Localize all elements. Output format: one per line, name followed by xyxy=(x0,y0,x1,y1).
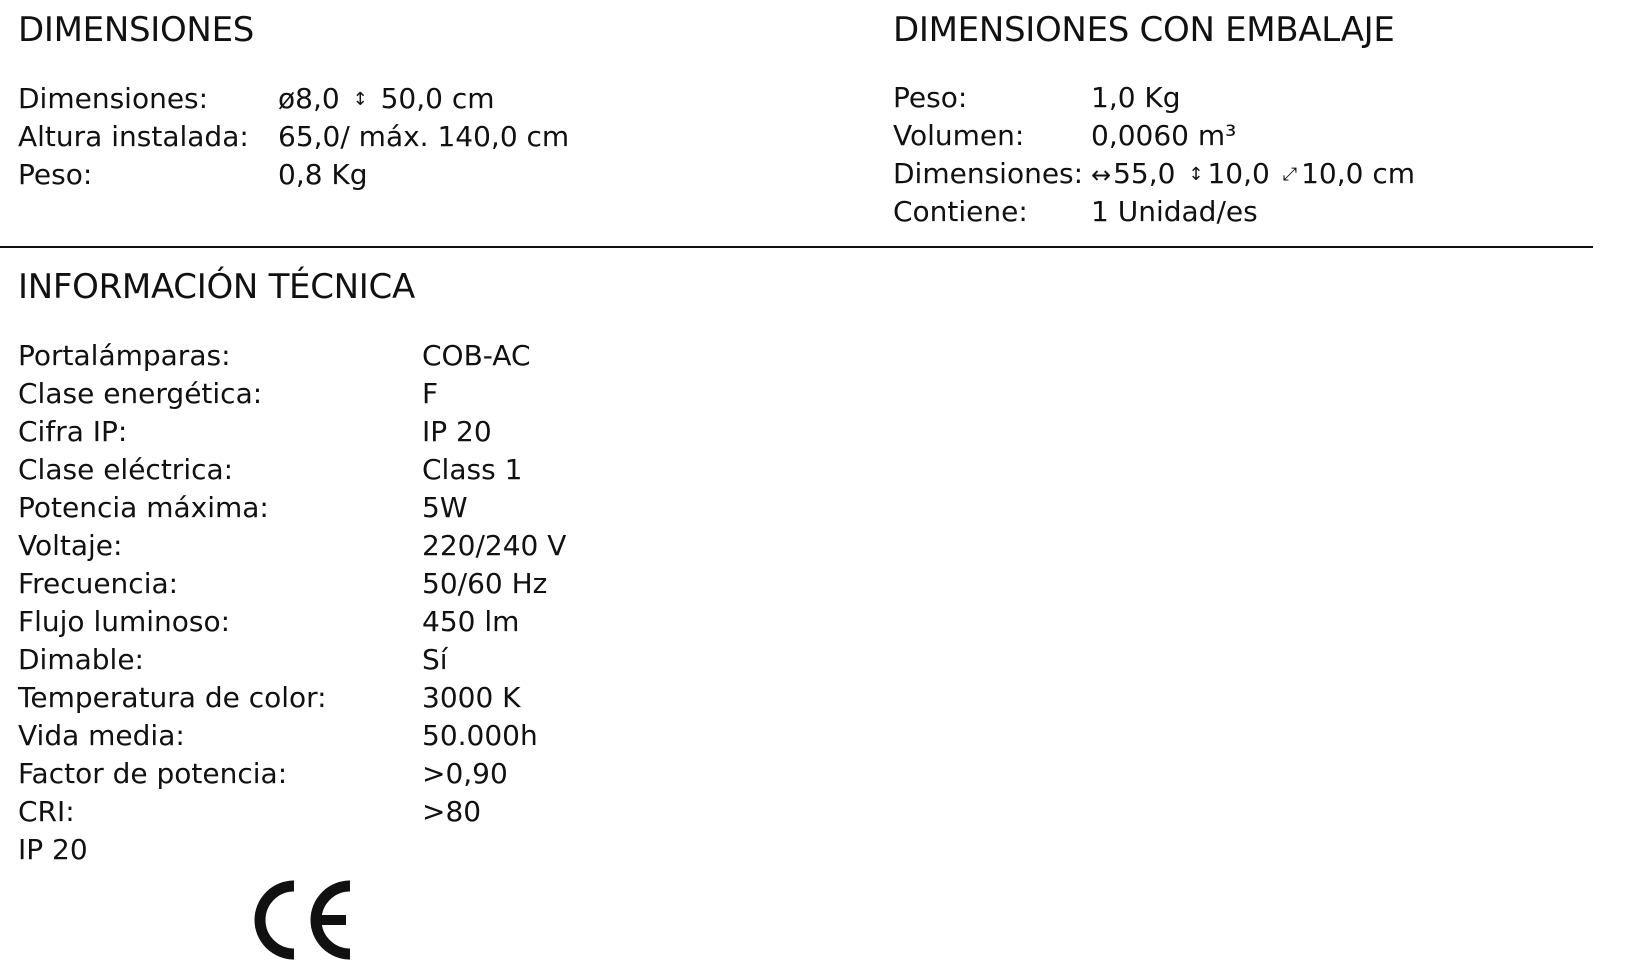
row-label: Contiene: xyxy=(893,195,1028,228)
row-label: Peso: xyxy=(18,158,93,191)
depth-value: 10,0 cm xyxy=(1301,157,1416,190)
row-label: Factor de potencia: xyxy=(18,757,288,790)
dimensions-row xyxy=(18,156,818,194)
row-value: >0,90 xyxy=(422,757,508,790)
dimensions-row xyxy=(18,80,818,118)
technical-row xyxy=(18,755,918,793)
technical-row xyxy=(18,603,918,641)
technical-row xyxy=(18,337,918,375)
row-value: 0,8 Kg xyxy=(278,158,368,191)
row-label: Potencia máxima: xyxy=(18,491,269,524)
packaging-row xyxy=(893,193,1593,231)
row-value: 1 Unidad/es xyxy=(1091,195,1258,228)
technical-row xyxy=(18,793,918,831)
row-value: F xyxy=(422,377,439,410)
technical-row xyxy=(18,717,918,755)
dimensions-title: DIMENSIONES xyxy=(18,10,255,50)
row-value: >80 xyxy=(422,795,482,828)
depth-arrow-icon: ⤢ xyxy=(1282,164,1298,185)
row-label: Vida media: xyxy=(18,719,185,752)
row-value: 50/60 Hz xyxy=(422,567,548,600)
technical-row xyxy=(18,527,918,565)
diameter-value: ø8,0 xyxy=(278,82,340,115)
row-label: Dimable: xyxy=(18,643,144,676)
technical-row xyxy=(18,679,918,717)
width-value: 55,0 xyxy=(1113,157,1176,190)
row-value xyxy=(1091,155,1415,194)
row-value: 50.000h xyxy=(422,719,538,752)
row-value: IP 20 xyxy=(422,415,492,448)
packaging-row xyxy=(893,155,1593,193)
dimensions-row xyxy=(18,118,818,156)
row-label: Flujo luminoso: xyxy=(18,605,231,638)
row-label: Peso: xyxy=(893,81,968,114)
technical-row xyxy=(18,489,918,527)
ce-mark-icon xyxy=(250,878,358,962)
height-value: 10,0 xyxy=(1207,157,1270,190)
row-label: Clase eléctrica: xyxy=(18,453,234,486)
row-value: 450 lm xyxy=(422,605,520,638)
row-value: 220/240 V xyxy=(422,529,567,562)
packaging-row xyxy=(893,79,1593,117)
row-label: Portalámparas: xyxy=(18,339,231,372)
row-label: Dimensiones: xyxy=(18,82,209,115)
row-label: IP 20 xyxy=(18,833,88,866)
technical-title: INFORMACIÓN TÉCNICA xyxy=(18,267,415,307)
row-label: Cifra IP: xyxy=(18,415,128,448)
technical-row xyxy=(18,413,918,451)
row-label: Dimensiones: xyxy=(893,157,1084,190)
technical-section xyxy=(18,267,918,869)
row-label: CRI: xyxy=(18,795,75,828)
row-label: Altura instalada: xyxy=(18,120,249,153)
height-value: 50,0 cm xyxy=(380,82,495,115)
technical-row xyxy=(18,375,918,413)
technical-row xyxy=(18,451,918,489)
technical-row xyxy=(18,831,918,869)
height-icon: ↕ xyxy=(1188,164,1204,185)
row-label: Frecuencia: xyxy=(18,567,179,600)
row-label: Clase energética: xyxy=(18,377,263,410)
row-value: 5W xyxy=(422,491,468,524)
row-label: Volumen: xyxy=(893,119,1025,152)
row-value: 1,0 Kg xyxy=(1091,81,1181,114)
row-value: Class 1 xyxy=(422,453,523,486)
technical-row xyxy=(18,565,918,603)
width-arrow-icon: ↔ xyxy=(1091,161,1112,189)
row-value: 65,0/ máx. 140,0 cm xyxy=(278,120,570,153)
section-divider xyxy=(0,246,1593,248)
row-value: COB-AC xyxy=(422,339,531,372)
row-value: 3000 K xyxy=(422,681,521,714)
packaging-section xyxy=(893,10,1593,231)
height-icon: ↕ xyxy=(352,89,368,110)
dimensions-section xyxy=(18,10,818,194)
row-value: 0,0060 m³ xyxy=(1091,119,1237,152)
row-value xyxy=(278,80,495,119)
row-label: Temperatura de color: xyxy=(18,681,327,714)
packaging-title: DIMENSIONES CON EMBALAJE xyxy=(893,10,1395,50)
row-value: Sí xyxy=(422,643,448,676)
technical-row xyxy=(18,641,918,679)
row-label: Voltaje: xyxy=(18,529,123,562)
packaging-row xyxy=(893,117,1593,155)
